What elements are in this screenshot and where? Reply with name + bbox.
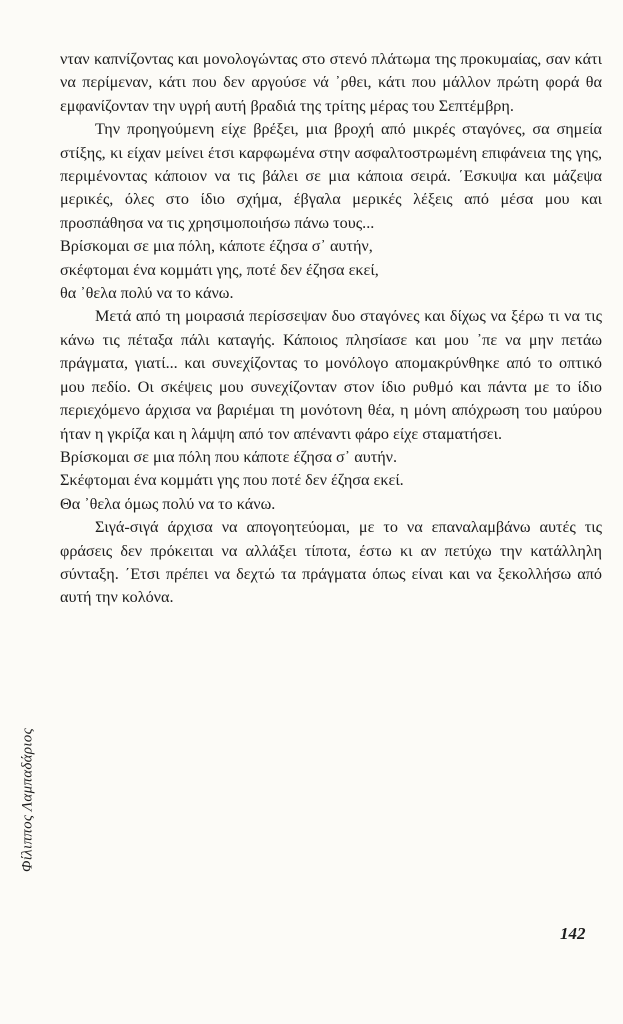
body-text bbox=[60, 48, 602, 610]
author-running-head: Φίλιππος Λαμπαδάριος bbox=[19, 728, 36, 872]
verse-line-3: θα ᾿θελα πολύ να το κάνω. bbox=[60, 284, 234, 303]
verse-line-6: Θα ᾿θελα όμως πολύ να το κάνω. bbox=[60, 494, 276, 513]
paragraph-2: Την προηγούμενη είχε βρέξει, μια βροχή από μικρές σταγόνες, σα σημεία στίξης, κι είχαν μείνει έτσι καρφωμένα στην ασφαλτοστρωμένη επιφάνεια της γης, περιμένοντας κάποιον να τις βάλει σε μια κάποια σειρά. ΄Εσκυψα και μάζεψα μερικές, όλες στο ίδιο σχήμα, έβγαλα μερικές λέξεις από μέσα μου και προσπάθησα να τις χρησιμοποιήσω πάνω τους... bbox=[60, 120, 602, 232]
page-number: 142 bbox=[560, 924, 586, 943]
verse-line-5: Σκέφτομαι ένα κομμάτι γης που ποτέ δεν έζησα εκεί. bbox=[60, 471, 404, 490]
verse-line-1: Βρίσκομαι σε μια πόλη, κάποτε έζησα σ᾿ αυτήν, bbox=[60, 237, 373, 256]
verse-line-2: σκέφτομαι ένα κομμάτι γης, ποτέ δεν έζησα εκεί, bbox=[60, 260, 379, 279]
paragraph-4: Σιγά-σιγά άρχισα να απογοητεύομαι, με το να επαναλαμβάνω αυτές τις φράσεις δεν πρόκειται να αλλάξει τίποτα, έστω κι αν πετύχω την κατάλληλη σύνταξη. ΄Ετσι πρέπει να δεχτώ τα πράγματα όπως είναι και να ξεκολλήσω από αυτή την κολόνα. bbox=[60, 518, 602, 607]
paragraph-1: νταν καπνίζοντας και μονολογώντας στο στενό πλάτωμα της προκυμαίας, σαν κάτι να περίμεναν, κάτι που δεν αργούσε νά ᾿ρθει, κάτι που μάλλον πρώτη φορά θα εμφανίζονταν την υγρή αυτή βραδιά της τρίτης μέρας του Σεπτέμβρη. bbox=[60, 50, 602, 115]
verse-line-4: Βρίσκομαι σε μια πόλη που κάποτε έζησα σ᾿ αυτήν. bbox=[60, 447, 398, 466]
paragraph-3: Μετά από τη μοιρασιά περίσσεψαν δυο σταγόνες και δίχως να ξέρω τι να τις κάνω τις πέταξα πάλι καταγής. Κάποιος πλησίασε και μου ᾿πε να μην πετάω πράγματα, γιατί... και συνεχίζοντας το μονόλογο απομακρύνθηκε από το οπτικό μου πεδίο. Οι σκέψεις μου συνεχίζονταν στον ίδιο ρυθμό και πάντα με το ίδιο περιεχόμενο άρχισα να βαριέμαι τη μονότονη θέα, η μόνη απόχρωση του μαύρου ήταν η γκρίζα και η λάμψη από τον απέναντι φάρο είχε σταματήσει. bbox=[60, 307, 602, 443]
